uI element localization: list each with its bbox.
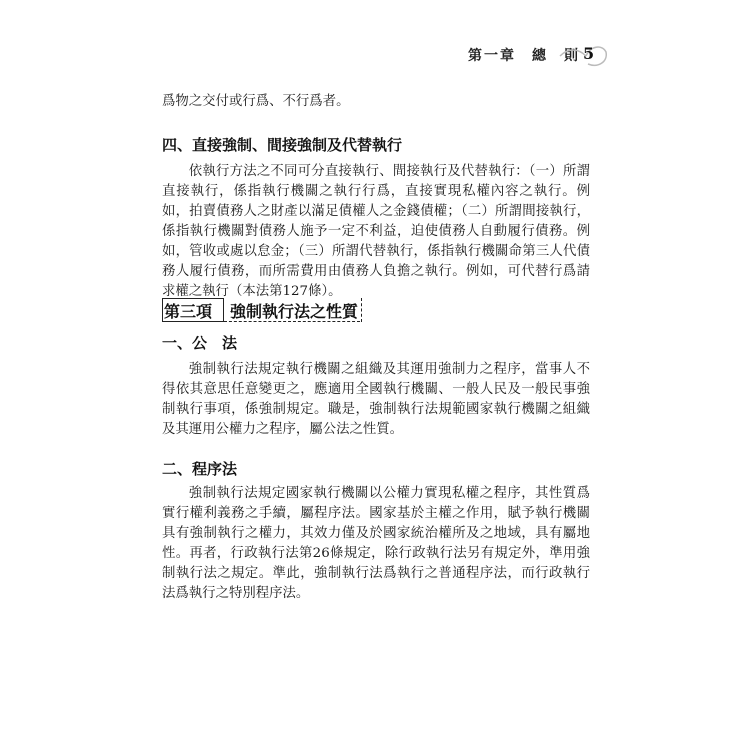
page-number: 5 <box>583 44 595 63</box>
procedural-law-paragraph: 強制執行法規定國家執行機關以公權力實現私權之程序，其性質爲實行權利義務之手續，屬程序法。國家基於主權之作用，賦予執行機關具有強制執行之權力，其效力僅及於國家統治權所及之地域，具有屬地性。再者，行政執行法第26條規定，除行政執行法另有規定外，準用強制執行法之規定。準此，強制執行法爲執行之普通程序法，而行政執行法爲執行之特別程序法。 <box>162 486 590 601</box>
section-heading-public-law: 一、公 法 <box>162 334 238 352</box>
procedural-law-text-block <box>162 484 590 604</box>
item-label: 第三項 <box>164 302 213 321</box>
intro-paragraph: 爲物之交付或行爲、不行爲者。 <box>162 94 350 109</box>
item-title: 強制執行法之性質 <box>230 302 359 321</box>
intro-text-block <box>162 92 590 112</box>
section-heading-procedural-law: 二、程序法 <box>162 460 238 478</box>
section-heading-direct-indirect-enforcement: 四、直接強制、間接強制及代替執行 <box>162 136 403 154</box>
running-title: 第一章 總 則 <box>468 48 580 64</box>
section4-text-block <box>162 162 590 302</box>
section4-paragraph: 依執行方法之不同可分直接執行、間接執行及代替執行：（一）所謂直接執行，係指執行機關之執行行爲，直接實現私權內容之執行。例如，拍賣債務人之財產以滿足債權人之金錢債權；（二）所謂間接執行，係指執行機關對債務人施予一定不利益，迫使債務人自動履行債務。例如，管收或處以怠金；（三）所謂代替執行，係指執行機關命第三人代債務人履行債務，而所需費用由債務人負擔之執行。例如，可代替行爲請求權之執行（本法第127條）。 <box>162 164 590 299</box>
public-law-text-block <box>162 360 590 440</box>
item-dashed-edge <box>361 298 362 322</box>
public-law-paragraph: 強制執行法規定執行機關之組織及其運用強制力之程序，當事人不得依其意思任意變更之，應適用全國執行機關、一般人民及一般民事強制執行事項，係強制規定。職是，強制執行法規範國家執行機關之組織及其運用公權力之程序，屬公法之性質。 <box>162 362 590 437</box>
item-heading <box>162 298 362 322</box>
